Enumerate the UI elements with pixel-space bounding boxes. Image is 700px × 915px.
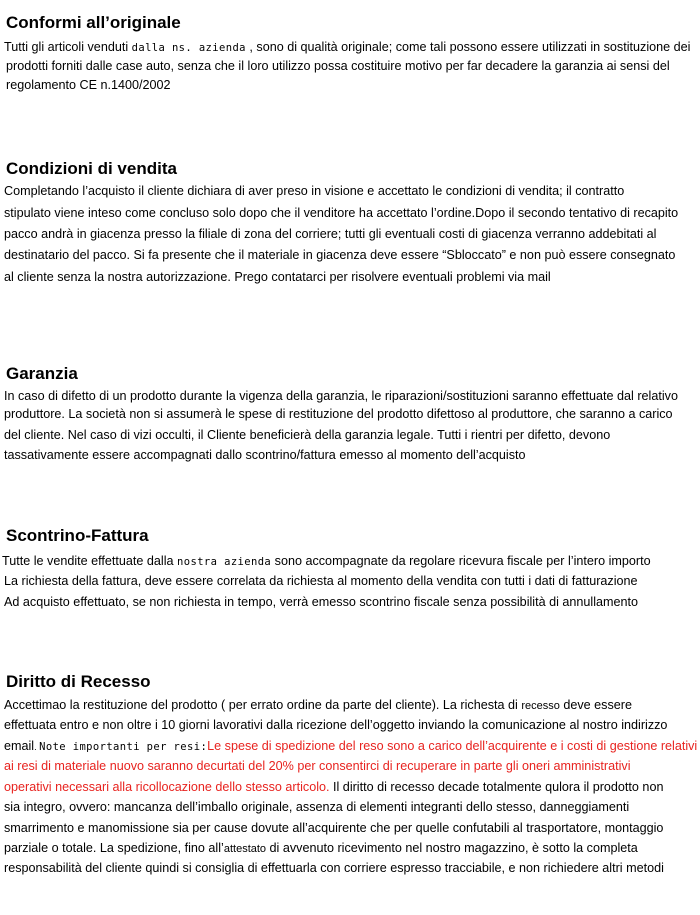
paragraph-line: In caso di difetto di un prodotto durante la vigenza della garanzia, le riparazioni/sostituzioni saranno effettuate dal relativo (4, 389, 678, 403)
text-span: email (4, 739, 35, 753)
text-span: Il diritto di recesso decade totalmente qulora il prodotto non (329, 780, 664, 794)
paragraph-line (4, 779, 663, 795)
paragraph-line: La richiesta della fattura, deve essere correlata da richiesta al momento della vendita con tutti i dati di fatturazione (4, 574, 638, 588)
paragraph-line: pacco andrà in giacenza presso la filiale di zona del corriere; tutti gli eventuali costi di giacenza verranno addebitati al (4, 227, 657, 241)
paragraph-line: effettuata entro e non oltre i 10 giorni lavorativi dalla ricezione dell’oggetto inviando la comunicazione al nostro indirizzo (4, 718, 668, 732)
section-title-diritto-di-recesso: Diritto di Recesso (6, 672, 151, 691)
paragraph-line: stipulato viene inteso come concluso solo dopo che il venditore ha accettato l’ordine.Dopo il secondo tentativo di recapito (4, 206, 679, 220)
section-title-condizioni: Condizioni di vendita (6, 159, 177, 178)
paragraph-line (4, 697, 632, 714)
paragraph-line: Completando l’acquisto il cliente dichiara di aver preso in visione e accettato le condizioni di vendita; il contratto (4, 184, 625, 198)
paragraph-line-highlight: ai resi di materiale nuovo saranno decurtati del 20% per consentirci di recuperare in parte gli oneri amministrativi (4, 759, 631, 773)
text-span-highlight: Le spese di spedizione del reso sono a carico dell’acquirente e i costi di gestione relativi (207, 739, 698, 753)
paragraph-line: sia integro, ovvero: mancanza dell’imballo originale, assenza di elementi integranti dello stesso, danneggiamenti (4, 800, 630, 814)
paragraph-line (4, 840, 638, 857)
text-span: sono accompagnate da regolare ricevura fiscale per l’intero importo (271, 554, 651, 568)
paragraph-line: destinatario del pacco. Si fa presente che il materiale in giacenza deve essere “Sbloccato” e non può essere consegnato (4, 248, 676, 262)
paragraph-line: prodotti forniti dalle case auto, senza che il loro utilizzo possa costituire motivo per far decadere la garanzia ai sensi del (6, 59, 670, 73)
text-span: . (34, 742, 40, 752)
text-span: Tutte le vendite effettuate dalla (2, 554, 178, 568)
paragraph-line: del cliente. Nel caso di vizi occulti, il Cliente beneficierà della garanzia legale. Tutti i rientri per difetto, devono (4, 428, 611, 442)
text-span: deve essere (559, 698, 632, 712)
text-span-small: recesso (521, 700, 560, 712)
paragraph-line: Ad acquisto effettuato, se non richiesta in tempo, verrà emesso scontrino fiscale senza possibilità di annullamento (4, 595, 639, 609)
text-span-highlight: operativi necessari alla ricollocazione dello stesso articolo. (4, 780, 330, 794)
text-span: Tutti gli articoli venduti (4, 40, 132, 54)
text-span: parziale o totale. La spedizione, fino all’ (4, 841, 224, 855)
text-span-mono: Note importanti per resi: (39, 741, 208, 753)
paragraph-line: smarrimento e manomissione sia per cause dovute all’acquirente che per quelle confutabili al trasportatore, montaggio (4, 821, 664, 835)
text-span: di avvenuto ricevimento nel nostro magazzino, è sotto la completa (266, 841, 638, 855)
section-title-scontrino-fattura: Scontrino-Fattura (6, 526, 149, 545)
paragraph-line (4, 738, 697, 755)
paragraph-line: tassativamente essere accompagnati dallo scontrino/fattura emesso al momento dell’acquisto (4, 448, 526, 462)
section-title-garanzia: Garanzia (6, 364, 78, 383)
section-title-conformi: Conformi all’originale (6, 13, 181, 32)
paragraph-line: regolamento CE n.1400/2002 (6, 78, 171, 92)
paragraph-line (4, 39, 690, 56)
text-span-mono: nostra azienda (177, 556, 272, 568)
paragraph-line (2, 553, 651, 570)
text-span: Accettimao la restituzione del prodotto ( per errato ordine da parte del cliente). La richesta di (4, 698, 522, 712)
text-span: , sono di qualità originale; come tali possono essere utilizzati in sostituzione dei (245, 40, 691, 54)
text-span-small: attestato (223, 843, 267, 855)
paragraph-line: produttore. La società non si assumerà le spese di restituzione del prodotto difettoso al produttore, che saranno a carico (4, 407, 673, 421)
paragraph-line: al cliente senza la nostra autorizzazione. Prego contatarci per risolvere eventuali problemi via mail (4, 270, 551, 284)
paragraph-line: responsabilità del cliente quindi si consiglia di effettuarla con corriere espresso tracciabile, e non richiedere altri metodi (4, 861, 664, 875)
text-span-mono: dalla ns. azienda (131, 42, 246, 54)
